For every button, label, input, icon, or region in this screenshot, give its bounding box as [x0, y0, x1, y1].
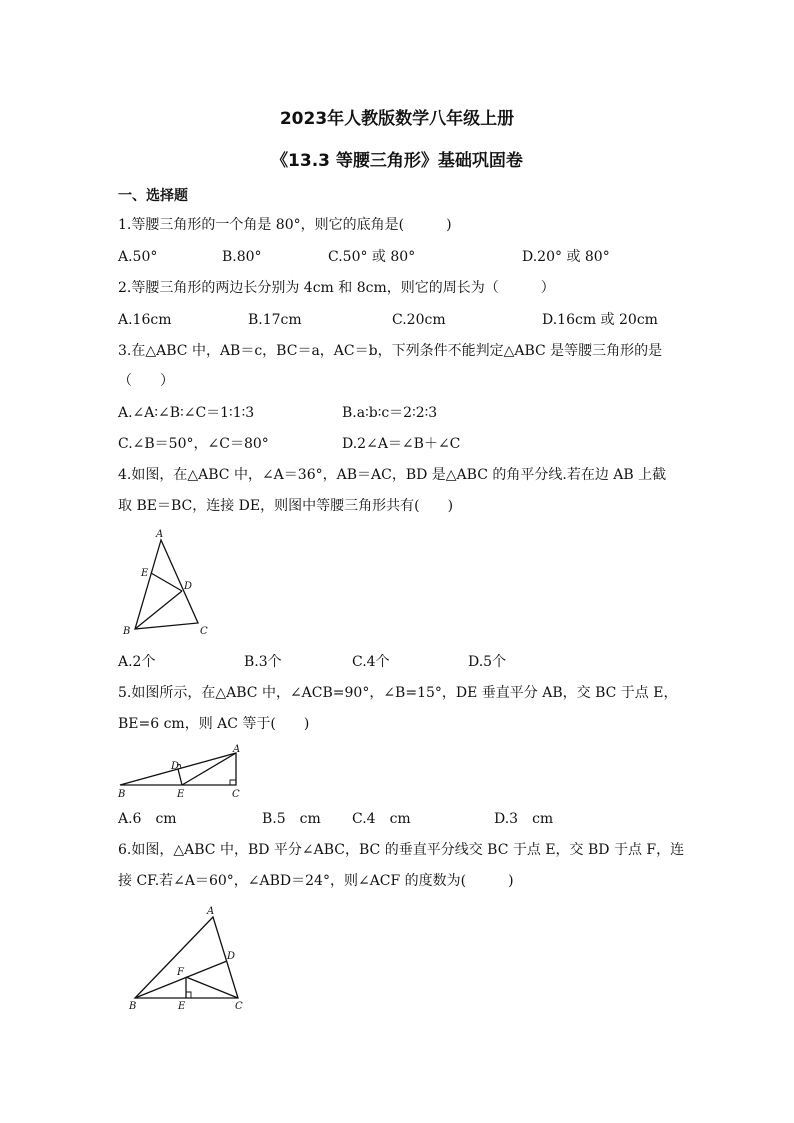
q2-option-d: D.16cm 或 20cm: [542, 312, 658, 328]
q1-option-d: D.20° 或 80°: [522, 249, 610, 265]
q6-label-d: D: [227, 951, 236, 962]
q6-right-angle-e: [186, 992, 191, 998]
q4-option-d: D.5个: [468, 654, 507, 670]
q3-option-d: D.2∠A＝∠B＋∠C: [342, 436, 461, 452]
q4-label-c: C: [200, 626, 208, 637]
q3-option-c: C.∠B＝50°，∠C＝80°: [118, 436, 269, 452]
q4-option-a: A.2个: [118, 654, 156, 670]
document-subtitle: 《13.3 等腰三角形》基础巩固卷: [271, 151, 523, 171]
question-3-stem-line-2: （ ）: [118, 373, 174, 389]
question-4-stem-line-1: 4.如图，在△ABC 中，∠A＝36°，AB＝AC，BD 是△ABC 的角平分线.若在边 AB 上截: [118, 467, 667, 483]
q6-label-a: A: [207, 906, 215, 917]
q5-label-a: A: [233, 744, 241, 755]
question-3-stem-line-1: 3.在△ABC 中，AB＝c，BC＝a，AC＝b，下列条件不能判定△ABC 是等腰三角形的是: [118, 343, 663, 359]
q4-label-e: E: [141, 568, 149, 579]
question-2-stem: 2.等腰三角形的两边长分别为 4cm 和 8cm，则它的周长为（ ）: [118, 280, 555, 296]
q5-segment-ea: [182, 753, 236, 785]
q1-option-c: C.50° 或 80°: [328, 249, 416, 265]
q2-option-a: A.16cm: [118, 312, 172, 328]
question-6-stem-line-1: 6.如图，△ABC 中，BD 平分∠ABC，BC 的垂直平分线交 BC 于点 E，交 BD 于点 F，连: [118, 842, 685, 858]
q5-option-c: C.4 cm: [352, 811, 411, 827]
q6-label-e: E: [178, 1001, 186, 1012]
q6-label-f: F: [177, 967, 184, 978]
q5-label-b: B: [118, 789, 126, 800]
question-6-figure: [124, 902, 254, 1014]
q1-option-a: A.50°: [118, 249, 158, 265]
question-5-stem-line-1: 5.如图所示，在△ABC 中，∠ACB=90°，∠B=15°，DE 垂直平分 AB，交 BC 于点 E，: [118, 685, 678, 701]
q1-option-b: B.80°: [222, 249, 262, 265]
q2-option-b: B.17cm: [248, 312, 302, 328]
section-heading: 一、选择题: [118, 188, 188, 204]
question-5-stem-line-2: BE=6 cm，则 AC 等于( ): [118, 716, 310, 732]
question-6-stem-line-2: 接 CF.若∠A＝60°，∠ABD＝24°，则∠ACF 的度数为( ): [118, 873, 514, 889]
q3-option-b: B.a∶b∶c＝2∶2∶3: [342, 405, 438, 421]
document-title: 2023年人教版数学八年级上册: [279, 109, 515, 129]
q5-option-b: B.5 cm: [262, 811, 321, 827]
q5-right-angle-c: [230, 780, 236, 785]
question-4-figure: [120, 528, 220, 640]
q5-label-c: C: [232, 789, 240, 800]
question-5-figure: [116, 744, 252, 802]
q3-option-a: A.∠A∶∠B∶∠C＝1∶1∶3: [118, 405, 255, 421]
q5-label-d: D: [171, 761, 180, 772]
q5-option-d: D.3 cm: [494, 811, 554, 827]
q4-segment-bd: [135, 591, 182, 629]
q4-label-b: B: [123, 626, 131, 637]
q6-label-c: C: [235, 1001, 243, 1012]
q6-label-b: B: [129, 1001, 137, 1012]
q5-option-a: A.6 cm: [118, 811, 177, 827]
question-1-stem: 1.等腰三角形的一个角是 80°，则它的底角是( ): [118, 217, 452, 233]
q4-option-b: B.3个: [244, 654, 282, 670]
question-4-stem-line-2: 取 BE＝BC，连接 DE，则图中等腰三角形共有( ): [118, 498, 454, 514]
q4-label-d: D: [184, 581, 193, 592]
q4-label-a: A: [156, 529, 164, 540]
q2-option-c: C.20cm: [392, 312, 446, 328]
q6-segment-fc: [186, 977, 238, 998]
q4-option-c: C.4个: [352, 654, 390, 670]
q5-label-e: E: [177, 789, 185, 800]
